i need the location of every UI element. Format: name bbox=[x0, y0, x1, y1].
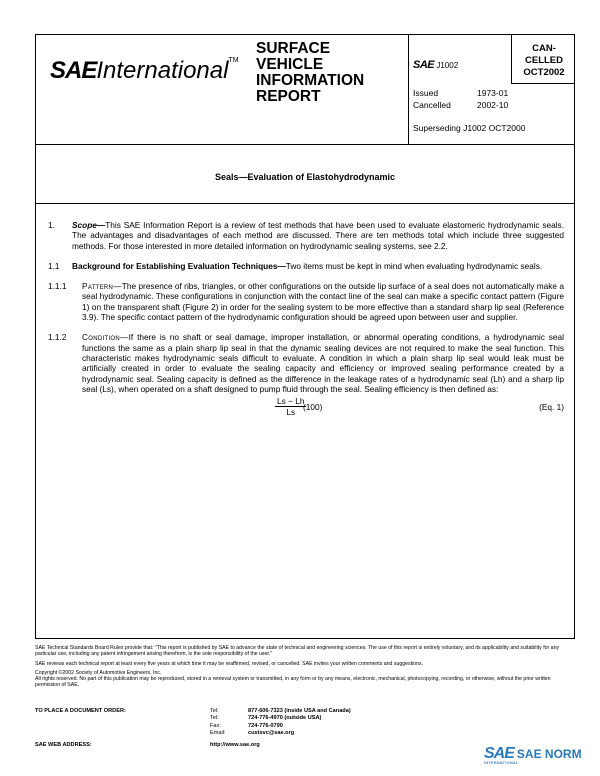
tel-label: Tel: bbox=[210, 708, 219, 714]
doc-sae-mark: SAE bbox=[413, 59, 435, 71]
section-text: Two items must be kept in mind when evaluating hydrodynamic seals. bbox=[285, 260, 543, 271]
equation-1 bbox=[48, 396, 564, 420]
status-divider bbox=[511, 35, 512, 83]
cancelled-line: CELLED bbox=[525, 55, 563, 66]
web-link[interactable]: http://www.sae.org bbox=[210, 742, 260, 748]
report-type-line: VEHICLE bbox=[256, 56, 324, 73]
section-text: If there is no shaft or seal damage, improper installation, or abnormal operating conditions, a hydrodynamic seal functions the same as a plain sharp lip seal in that the dynamic sealing devices are not required to make the seal function. This characteristic makes hydrodynamic seals difficult to evaluate. A condition in which a plain sharp lip seal would leak must be artificially created in order to evaluate the sealing capacity and efficiency or improved sealing performance created by a hydrodynamic seal. Sealing capacity is defined as the difference in the leakage rates of a hydrodynamic seal (Lh) and a sharp lip seal (Ls), when operated on a shaft designed to pump fluid through the seal. Sealing efficiency is then defined as: bbox=[82, 332, 564, 394]
document-number bbox=[413, 59, 458, 71]
email-link[interactable]: custsvc@sae.org bbox=[248, 730, 295, 737]
report-frame bbox=[35, 34, 575, 639]
tel-label: Tel: bbox=[210, 715, 219, 722]
section-title: Background for Establishing Evaluation Techniques— bbox=[72, 260, 286, 271]
report-header bbox=[36, 35, 574, 145]
section-number: 1.1 bbox=[48, 260, 60, 271]
footer-rights-text: All rights reserved. No part of this publication may be reproduced, stored in a retrieval system or transmitted, in any form or by any means, electronic, mechanical, photocopying, recording, or otherwise, without the prior written permission of SAE. bbox=[35, 676, 551, 689]
footer-rules-text: SAE Technical Standards Board Rules provide that: "This report is published by SAE to advance the state of technical and engineering sciences. The use of this report is entirely voluntary, and its applicability and suitability for any particular use, including any patent infringement arising therefrom, is the sole responsibility of the user." bbox=[35, 645, 560, 658]
section-title: Pattern— bbox=[82, 281, 122, 292]
section-1-1 bbox=[48, 261, 564, 271]
title-separator bbox=[36, 203, 574, 204]
section-1-1-2 bbox=[48, 332, 564, 420]
stamp-subtext: INTERNATIONAL bbox=[484, 761, 519, 765]
order-label: TO PLACE A DOCUMENT ORDER: bbox=[35, 708, 126, 714]
report-type-line: SURFACE bbox=[256, 40, 331, 57]
sae-international-logo bbox=[50, 57, 239, 85]
document-body bbox=[48, 220, 564, 430]
equation-label: (Eq. 1) bbox=[539, 402, 564, 413]
report-type-title bbox=[256, 41, 406, 105]
issued-value: 1973-01 bbox=[477, 88, 509, 98]
order-contacts bbox=[210, 708, 351, 738]
cancelled-line: CAN- bbox=[532, 43, 556, 54]
equation-denominator: Ls bbox=[286, 407, 296, 418]
sae-norm-stamp bbox=[484, 745, 582, 765]
section-1-1-1 bbox=[48, 281, 564, 322]
section-text: This SAE Information Report is a review of test methods that have been used to evaluate elastomeric hydrodynamic seals. The advantages and disadvantages of each method are discussed. There are ten methods total which include three suggested methods. For those interested in more detailed information on hydrodynamic sealing systems, see 2.2. bbox=[72, 220, 564, 251]
report-type-line: INFORMATION bbox=[256, 72, 365, 89]
tel-value[interactable]: 877-606-7323 (inside USA and Canada) bbox=[248, 708, 351, 714]
section-number: 1. bbox=[48, 220, 55, 230]
doc-number-value: J1002 bbox=[436, 61, 459, 70]
section-text: The presence of ribs, triangles, or other configurations on the outside lip surface of a seal does not automatically make a seal hydrodynamic. These configurations in conjunction with the contact line of the seal can make a specific contact pattern (Figure 1) on the transparent shaft (Figure 2) in order for the sealing system to be more effective than a standard sharp lip seal (Reference 3.9). The specific contact pattern of the hydrodynamic configuration should be agreed upon between user and supplier. bbox=[82, 281, 564, 323]
status-underline bbox=[511, 83, 574, 84]
section-title: Condition— bbox=[82, 332, 129, 343]
stamp-text: SAE NORM bbox=[516, 747, 582, 761]
equation-multiplier: (100) bbox=[303, 402, 323, 413]
document-title: Seals—Evaluation of Elastohydrodynamic bbox=[214, 172, 396, 182]
fax-value: 724-776-0790 bbox=[248, 722, 283, 729]
logo-international-text: International bbox=[96, 57, 229, 84]
stamp-logo: SAE bbox=[484, 745, 514, 762]
cancelled-line: OCT2002 bbox=[523, 67, 565, 78]
superseding-note: Superseding J1002 OCT2000 bbox=[413, 123, 526, 133]
section-1 bbox=[48, 220, 564, 251]
section-number: 1.1.1 bbox=[48, 281, 67, 292]
document-dates bbox=[413, 87, 508, 111]
web-label: SAE WEB ADDRESS: bbox=[35, 742, 92, 748]
cancelled-status bbox=[513, 43, 575, 79]
footer-review-text: SAE reviews each technical report at least every five years at which time it may be reaffirmed, revised, or cancelled. SAE invites your written comments and suggestions. bbox=[35, 660, 423, 667]
fax-label: Fax: bbox=[210, 722, 221, 729]
footer-copyright: Copyright ©2002 Society of Automotive Engineers, Inc. bbox=[35, 669, 162, 676]
logo-sae-mark: SAE bbox=[50, 57, 97, 84]
issued-label: Issued bbox=[413, 88, 439, 98]
logo-tm: TM bbox=[228, 57, 239, 64]
cancelled-label: Cancelled bbox=[413, 100, 451, 110]
tel-value[interactable]: 724-776-4970 (outside USA) bbox=[248, 715, 322, 722]
equation-numerator: Ls − Lh bbox=[277, 396, 305, 407]
email-label: Email: bbox=[210, 730, 226, 737]
section-number: 1.1.2 bbox=[48, 332, 67, 343]
equation-fraction bbox=[275, 396, 306, 418]
header-divider bbox=[408, 35, 409, 145]
cancelled-value: 2002-10 bbox=[477, 100, 509, 110]
section-title: Scope— bbox=[72, 220, 106, 230]
legal-footer bbox=[35, 645, 575, 692]
report-type-line: REPORT bbox=[256, 88, 321, 105]
